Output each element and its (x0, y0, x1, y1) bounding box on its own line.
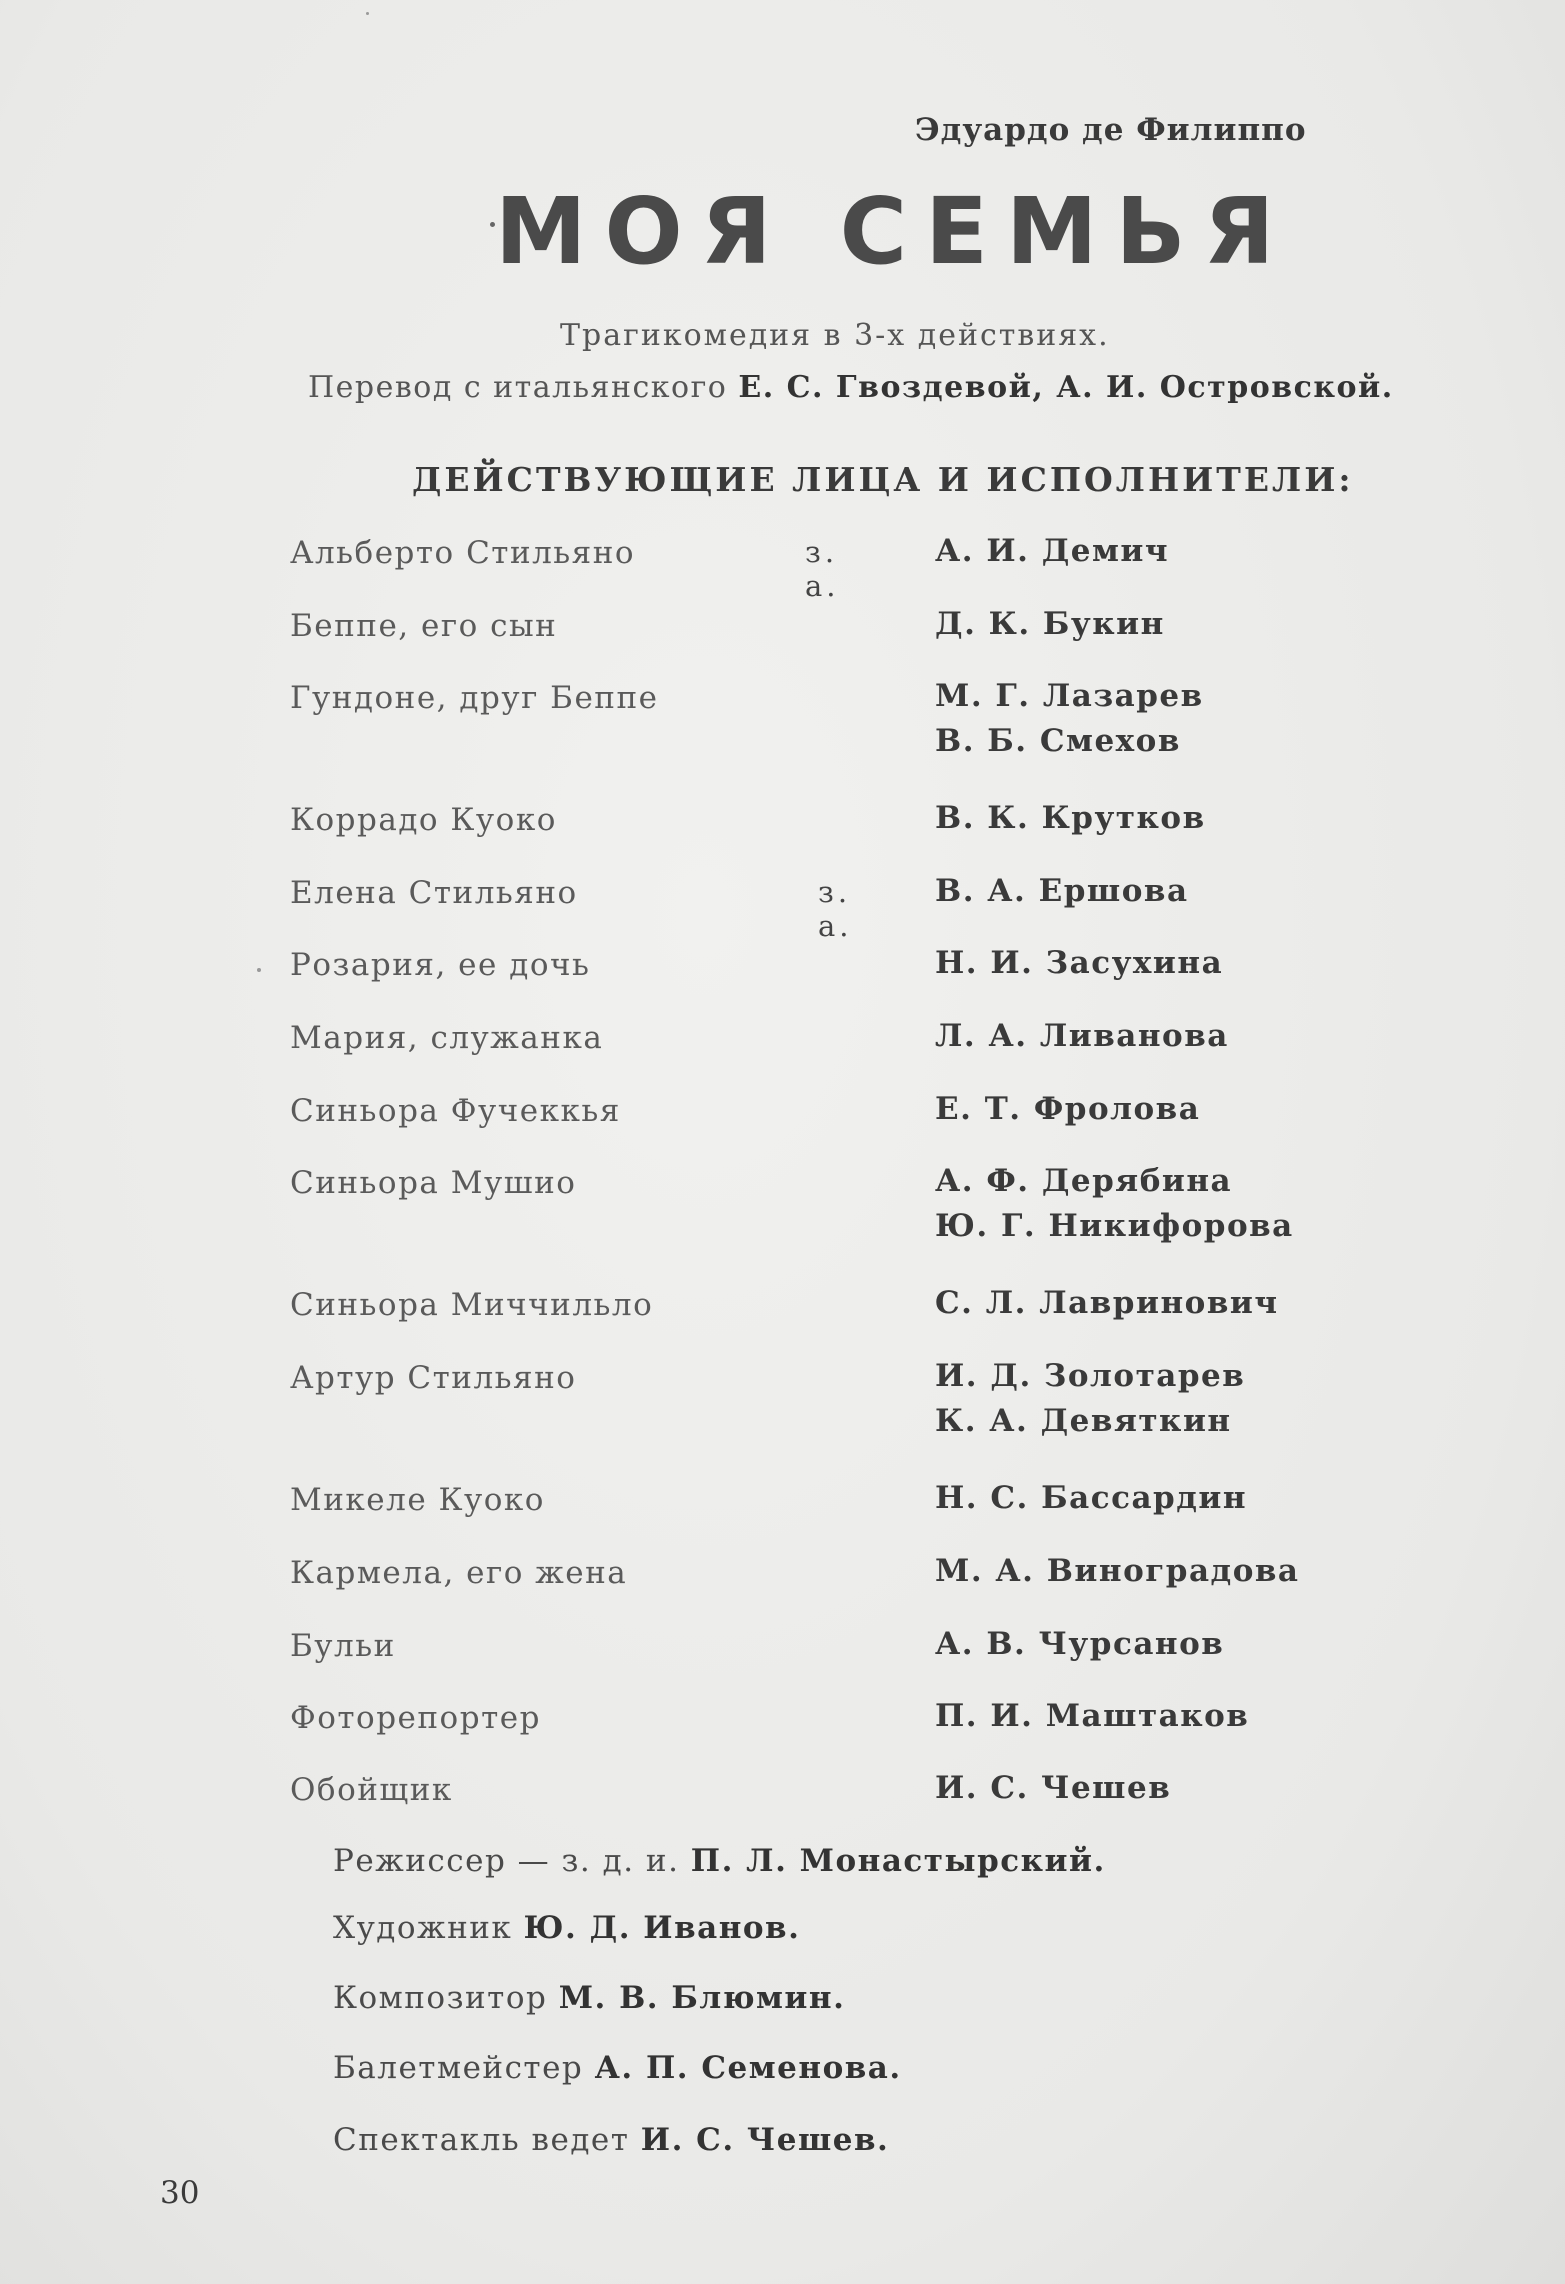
cast-actor: И. С. Чешев (935, 1770, 1172, 1806)
cast-role: Гундоне, друг Беппе (290, 680, 659, 716)
credit-name: Ю. Д. Иванов. (523, 1910, 801, 1946)
print-speck (257, 968, 261, 972)
cast-role: Мария, служанка (290, 1020, 604, 1056)
cast-role: Розария, ее дочь (290, 947, 591, 983)
cast-role: Синьора Фучеккья (290, 1093, 621, 1129)
cast-role: Елена Стильяно (290, 875, 578, 911)
cast-actor: В. А. Ершова (935, 873, 1189, 909)
credit-name: И. С. Чешев. (640, 2122, 890, 2158)
cast-actor: Е. Т. Фролова (935, 1091, 1201, 1127)
cast-actor: В. К. Крутков (935, 800, 1206, 836)
credit-name: А. П. Семенова. (594, 2050, 902, 2086)
cast-actor: Д. К. Букин (935, 606, 1165, 642)
page-number: 30 (160, 2175, 200, 2211)
cast-role: Артур Стильяно (290, 1360, 577, 1396)
honorific-mark: з. а. (805, 535, 840, 603)
cast-actor: И. Д. Золотарев (935, 1358, 1246, 1394)
credit-name: П. Л. Монастырский. (690, 1843, 1106, 1879)
cast-role: Коррадо Куоко (290, 802, 557, 838)
translation-line (308, 370, 1394, 405)
cast-actor: Н. И. Засухина (935, 945, 1224, 981)
credit-line (333, 1980, 845, 2016)
cast-actor: П. И. Маштаков (935, 1698, 1250, 1734)
author-name: Эдуардо де Филиппо (915, 112, 1307, 148)
translation-prefix: Перевод с итальянского (308, 370, 728, 405)
cast-actor: Н. С. Бассардин (935, 1480, 1248, 1516)
play-subtitle: Трагикомедия в 3-х действиях. (560, 318, 1110, 353)
cast-actor: М. Г. Лазарев (935, 678, 1204, 714)
credit-line (333, 2050, 902, 2086)
cast-actor: А. И. Демич (935, 533, 1170, 569)
credit-line (333, 2122, 889, 2158)
cast-actor: К. А. Девяткин (935, 1403, 1232, 1439)
credit-label: Режиссер — з. д. и. (333, 1843, 691, 1879)
cast-actor: В. Б. Смехов (935, 723, 1181, 759)
cast-actor: Ю. Г. Никифорова (935, 1208, 1294, 1244)
print-speck (366, 12, 369, 15)
credit-name: М. В. Блюмин. (558, 1980, 846, 2016)
cast-actor: А. В. Чурсанов (935, 1626, 1225, 1662)
cast-role: Кармела, его жена (290, 1555, 628, 1591)
cast-actor: С. Л. Лавринович (935, 1285, 1279, 1321)
honorific-mark: з. а. (818, 875, 853, 943)
cast-role: Синьора Мушио (290, 1165, 577, 1201)
cast-role: Альберто Стильяно (290, 535, 636, 571)
cast-role: Беппе, его сын (290, 608, 558, 644)
cast-heading: ДЕЙСТВУЮЩИЕ ЛИЦА И ИСПОЛНИТЕЛИ: (412, 460, 1354, 499)
credit-line (333, 1843, 1106, 1879)
cast-role: Фоторепортер (290, 1700, 541, 1736)
credit-label: Композитор (333, 1980, 559, 2016)
translators: Е. С. Гвоздевой, А. И. Островской. (738, 370, 1394, 405)
cast-role: Синьора Миччильло (290, 1287, 654, 1323)
cast-role: Обойщик (290, 1772, 453, 1808)
credit-label: Спектакль ведет (333, 2122, 641, 2158)
cast-actor: М. А. Виноградова (935, 1553, 1300, 1589)
credit-label: Художник (333, 1910, 524, 1946)
cast-actor: А. Ф. Дерябина (935, 1163, 1233, 1199)
credit-label: Балетмейстер (333, 2050, 595, 2086)
play-title: МОЯ СЕМЬЯ (495, 178, 1293, 285)
credit-line (333, 1910, 800, 1946)
cast-actor: Л. А. Ливанова (935, 1018, 1229, 1054)
cast-role: Микеле Куоко (290, 1482, 545, 1518)
cast-role: Бульи (290, 1628, 396, 1664)
